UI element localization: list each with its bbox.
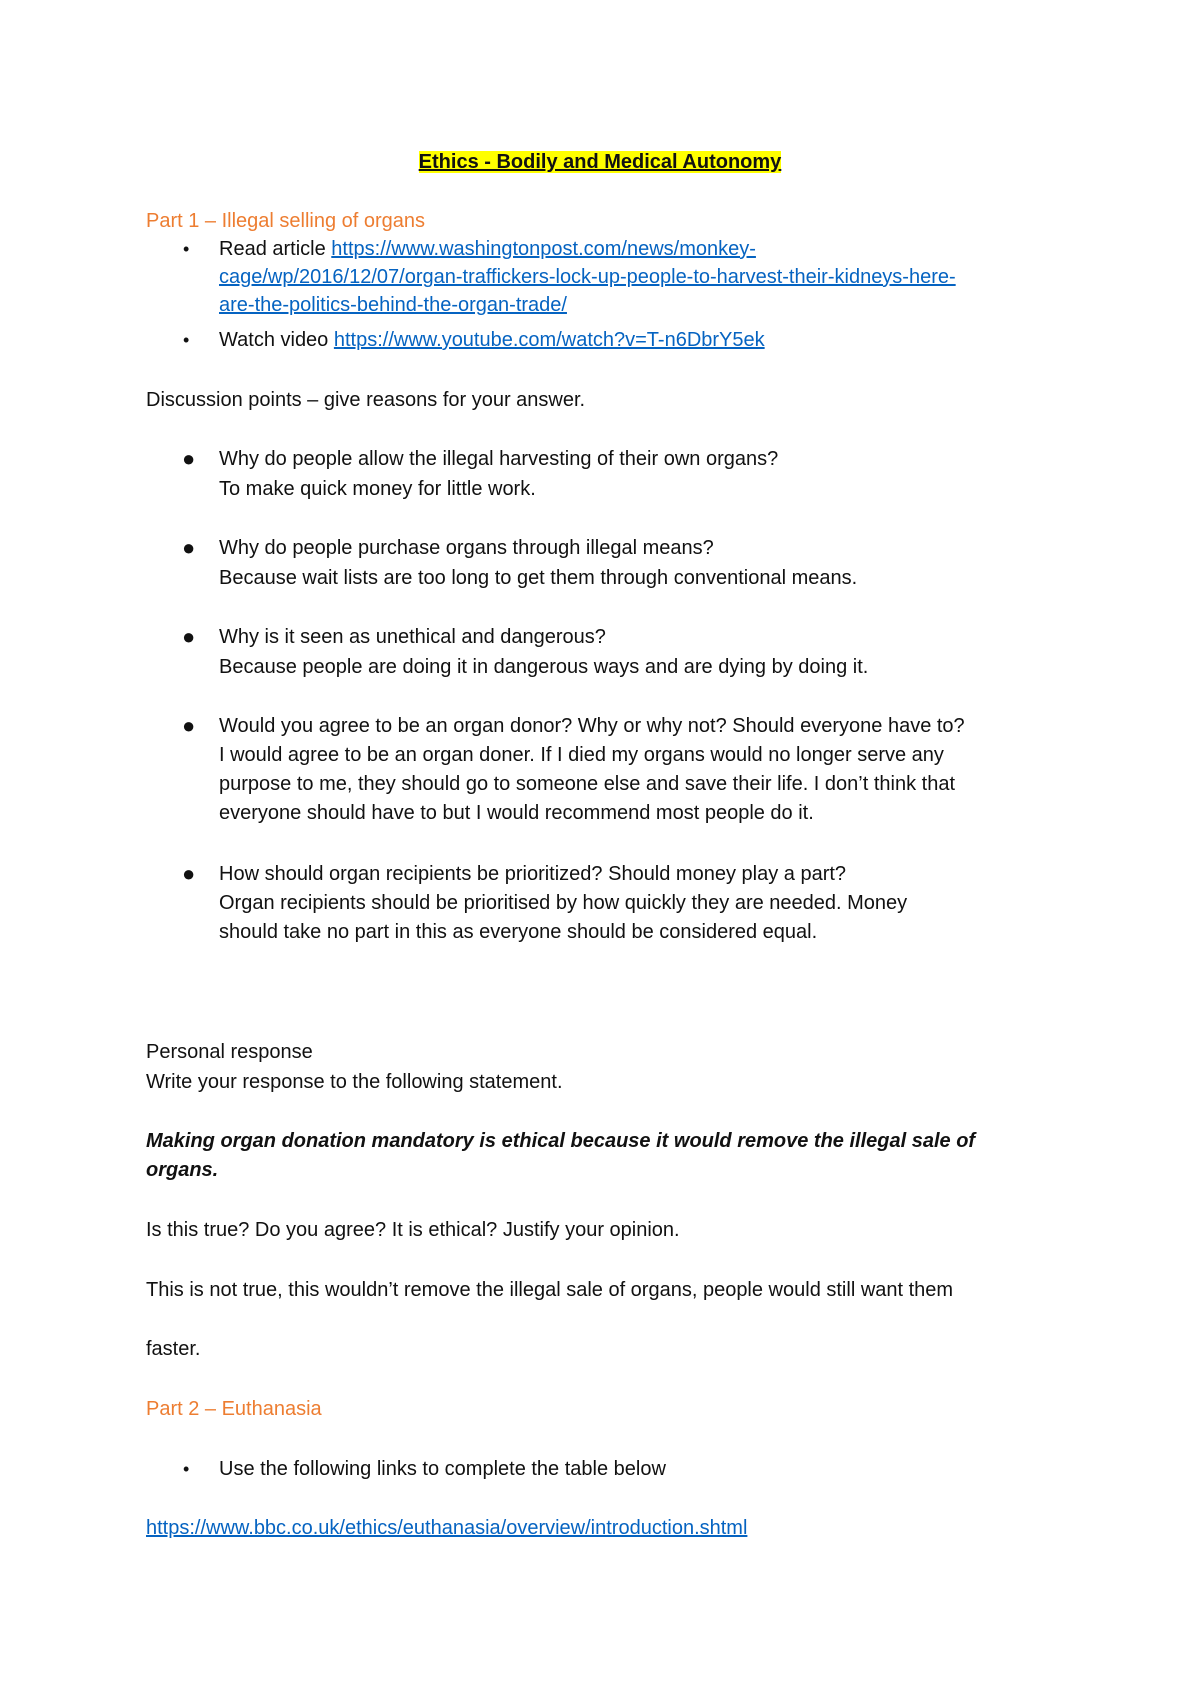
article-link-line-2[interactable]: cage/wp/2016/12/07/organ-traffickers-lock-up-people-to-harvest-their-kidneys-here- bbox=[219, 266, 956, 288]
discussion-answer: I would agree to be an organ doner. If I died my organs would no longer serve any bbox=[219, 744, 944, 766]
article-link-line-3[interactable]: are-the-politics-behind-the-organ-trade/ bbox=[219, 294, 567, 316]
bullet-dot: • bbox=[183, 239, 190, 259]
discussion-question: Would you agree to be an organ donor? Why or why not? Should everyone have to? bbox=[219, 715, 965, 737]
read-article-label: Read article bbox=[219, 238, 332, 260]
bullet-dot: ● bbox=[182, 446, 196, 471]
discussion-answer: Because people are doing it in dangerous ways and are dying by doing it. bbox=[219, 656, 869, 678]
discussion-answer: To make quick money for little work. bbox=[219, 478, 536, 500]
read-article-item bbox=[219, 235, 756, 263]
euthanasia-link-row bbox=[146, 1514, 747, 1542]
page-title: Ethics - Bodily and Medical Autonomy bbox=[418, 151, 782, 173]
euthanasia-link[interactable]: https://www.bbc.co.uk/ethics/euthanasia/overview/introduction.shtml bbox=[146, 1517, 748, 1539]
personal-instruction: Write your response to the following statement. bbox=[146, 1071, 563, 1093]
personal-question: Is this true? Do you agree? It is ethical? Justify your opinion. bbox=[146, 1219, 680, 1241]
bullet-dot: • bbox=[183, 330, 190, 350]
discussion-question: Why do people allow the illegal harvesting of their own organs? bbox=[219, 448, 779, 470]
bullet-dot: ● bbox=[182, 624, 196, 649]
answer-line-1: This is not true, this wouldn’t remove the illegal sale of organs, people would still want them bbox=[146, 1279, 954, 1301]
discussion-answer: everyone should have to but I would recommend most people do it. bbox=[219, 802, 814, 824]
discussion-question: How should organ recipients be prioritized? Should money play a part? bbox=[219, 863, 847, 885]
part1-heading: Part 1 – Illegal selling of organs bbox=[146, 210, 426, 232]
discussion-question: Why do people purchase organs through illegal means? bbox=[219, 537, 714, 559]
part2-heading: Part 2 – Euthanasia bbox=[146, 1398, 322, 1420]
video-link[interactable]: https://www.youtube.com/watch?v=T-n6DbrY5ek bbox=[333, 329, 765, 351]
bullet-dot: • bbox=[183, 1459, 190, 1479]
bullet-dot: ● bbox=[182, 861, 196, 886]
article-link-continued bbox=[219, 291, 567, 319]
discussion-answer: purpose to me, they should go to someone else and save their life. I don’t think that bbox=[219, 773, 956, 795]
discussion-answer: should take no part in this as everyone should be considered equal. bbox=[219, 921, 818, 943]
part2-bullet: Use the following links to complete the table below bbox=[219, 1458, 666, 1480]
statement-line-1: Making organ donation mandatory is ethical because it would remove the illegal sale of bbox=[146, 1130, 976, 1152]
answer-line-2: faster. bbox=[146, 1338, 201, 1360]
bullet-dot: ● bbox=[182, 713, 196, 738]
personal-response-heading: Personal response bbox=[146, 1041, 313, 1063]
discussion-intro: Discussion points – give reasons for your answer. bbox=[146, 389, 586, 411]
article-link-line-1[interactable]: https://www.washingtonpost.com/news/monkey- bbox=[331, 238, 756, 260]
article-link-continued bbox=[219, 263, 956, 291]
watch-video-item bbox=[219, 326, 765, 354]
discussion-answer: Because wait lists are too long to get them through conventional means. bbox=[219, 567, 858, 589]
watch-video-label: Watch video bbox=[219, 329, 334, 351]
bullet-dot: ● bbox=[182, 535, 196, 560]
discussion-answer: Organ recipients should be prioritised by how quickly they are needed. Money bbox=[219, 892, 908, 914]
discussion-question: Why is it seen as unethical and dangerous? bbox=[219, 626, 606, 648]
statement-line-2: organs. bbox=[146, 1159, 219, 1181]
